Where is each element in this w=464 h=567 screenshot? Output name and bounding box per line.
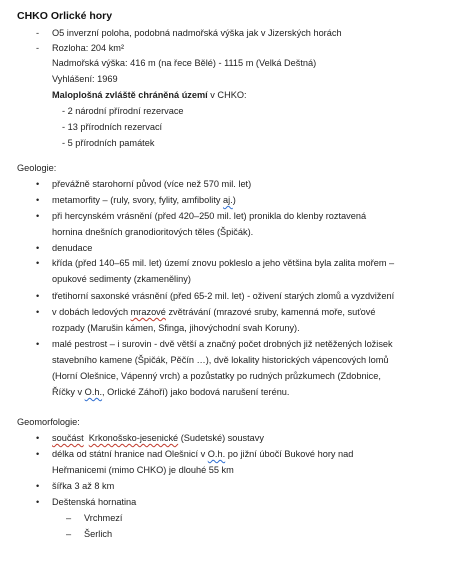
geomorph-sub-vrchmezi: Vrchmezí: [84, 513, 123, 523]
bullet-marker: •: [36, 195, 40, 205]
bullet-marker: •: [36, 258, 40, 268]
geomorph-heading: Geomorfologie:: [17, 417, 80, 427]
bullet-marker: •: [36, 179, 40, 189]
geomorph-item-length-l2: Heřmanicemi (mimo CHKO) je dlouhé 55 km: [52, 465, 234, 475]
geology-item-hercynian-l2: hornina dnešních granodioritových těles (Špičák).: [52, 227, 254, 237]
spellcheck-mark: aj.: [223, 195, 233, 205]
spellcheck-mark: Krkonošsko-jesenické: [88, 433, 179, 443]
geology-item-cretaceous-l1: křída (před 140–65 mil. let) území znovu pokleslo a jeho většina byla zalita mořem –: [52, 258, 395, 268]
bullet-marker: •: [36, 339, 40, 349]
bullet-marker: •: [36, 307, 40, 317]
intro-item-position: O5 inverzní poloha, podobná nadmořská výška jak v Jizerských horách: [52, 28, 342, 38]
geomorph-item-width: šířka 3 až 8 km: [52, 481, 115, 491]
endash-marker: –: [66, 529, 72, 539]
bullet-marker: •: [36, 211, 40, 221]
geology-item-resources-l4: [52, 385, 289, 400]
geomorph-item-system: [52, 431, 264, 446]
metamorphites-text: metamorfity – (ruly, svory, fylity, amfibolity: [52, 195, 224, 205]
bullet-marker: •: [36, 291, 40, 301]
intro-elevation: Nadmořská výška: 416 m (na řece Bělé) - 1115 m (Velká Deštná): [52, 58, 317, 68]
small-areas-suffix: v CHKO:: [207, 90, 247, 100]
glacial-post: zvětrávání (mrazové sruby, kamenná moře, suťové: [165, 307, 376, 317]
spellcheck-mark: mrazové: [130, 307, 166, 317]
intro-item-area: Rozloha: 204 km²: [52, 43, 125, 53]
geomorph-item-upland: Deštenská hornatina: [52, 497, 137, 507]
dash-marker: -: [36, 43, 40, 53]
endash-marker: –: [66, 513, 72, 523]
bullet-marker: •: [36, 481, 40, 491]
length-pre: délka od státní hranice nad Olešnicí v: [52, 449, 208, 459]
bullet-marker: •: [36, 449, 40, 459]
bullet-marker: •: [36, 433, 40, 443]
geology-heading: Geologie:: [17, 163, 57, 173]
geomorph-item-length-l1: [52, 447, 353, 462]
geomorph-sub-serlich: Šerlich: [84, 529, 113, 539]
glacial-pre: v dobách ledových: [52, 307, 131, 317]
document-title: CHKO Orlické hory: [17, 10, 113, 22]
intro-small-areas: [52, 88, 247, 103]
intro-sub-monuments: - 5 přírodních památek: [62, 138, 155, 148]
geology-item-hercynian-l1: při hercynském vrásnění (před 420–250 mil. let) pronikla do klenby roztavená: [52, 211, 367, 221]
length-post: po jižní úbočí Bukové hory nad: [225, 449, 354, 459]
geology-item-origin: převážně starohorní původ (více než 570 mil. let): [52, 179, 252, 189]
resources-pre: Říčky v: [52, 387, 85, 397]
geology-item-resources-l1: malé pestrost – i surovin - dvě větší a značný počet drobných již netěžených ložisek: [52, 339, 393, 349]
geology-item-glacial-l1: [52, 305, 375, 320]
geology-item-saxon: třetihorní saxonské vrásnění (před 65-2 mil. let) - oživení starých zlomů a vyzdvižení: [52, 291, 395, 301]
bullet-marker: •: [36, 243, 40, 253]
geology-item-resources-l2: stavebního kamene (Špičák, Pěčín …), dvě lokality historických vápencových lomů: [52, 355, 389, 365]
intro-declared: Vyhlášení: 1969: [52, 74, 118, 84]
spellcheck-mark: O.h.: [207, 449, 226, 459]
metamorphites-close: ): [232, 195, 236, 205]
resources-post: , Orlické Záhoří) jako bodová narušení terénu.: [102, 387, 290, 397]
spellcheck-mark: O.h.: [84, 387, 103, 397]
small-areas-bold: Maloplošná zvláště chráněná území: [52, 90, 208, 100]
geology-item-denudation: denudace: [52, 243, 93, 253]
spellcheck-mark: součást: [52, 433, 84, 443]
intro-sub-reserves: - 13 přírodních rezervací: [62, 122, 163, 132]
intro-sub-national-reserves: - 2 národní přírodní rezervace: [62, 106, 184, 116]
geology-item-cretaceous-l2: opukové sedimenty (zkameněliny): [52, 274, 191, 284]
geology-item-metamorphites: [52, 193, 236, 208]
geology-item-glacial-l2: rozpady (Marušin kámen, Sfinga, jihovýchodní svah Koruny).: [52, 323, 300, 333]
geology-item-resources-l3: (Horní Olešnice, Vápenný vrch) a pozůstatky po rudných průzkumech (Zdobnice,: [52, 371, 381, 381]
bullet-marker: •: [36, 497, 40, 507]
dash-marker: -: [36, 28, 40, 38]
system-post: (Sudetské) soustavy: [178, 433, 264, 443]
